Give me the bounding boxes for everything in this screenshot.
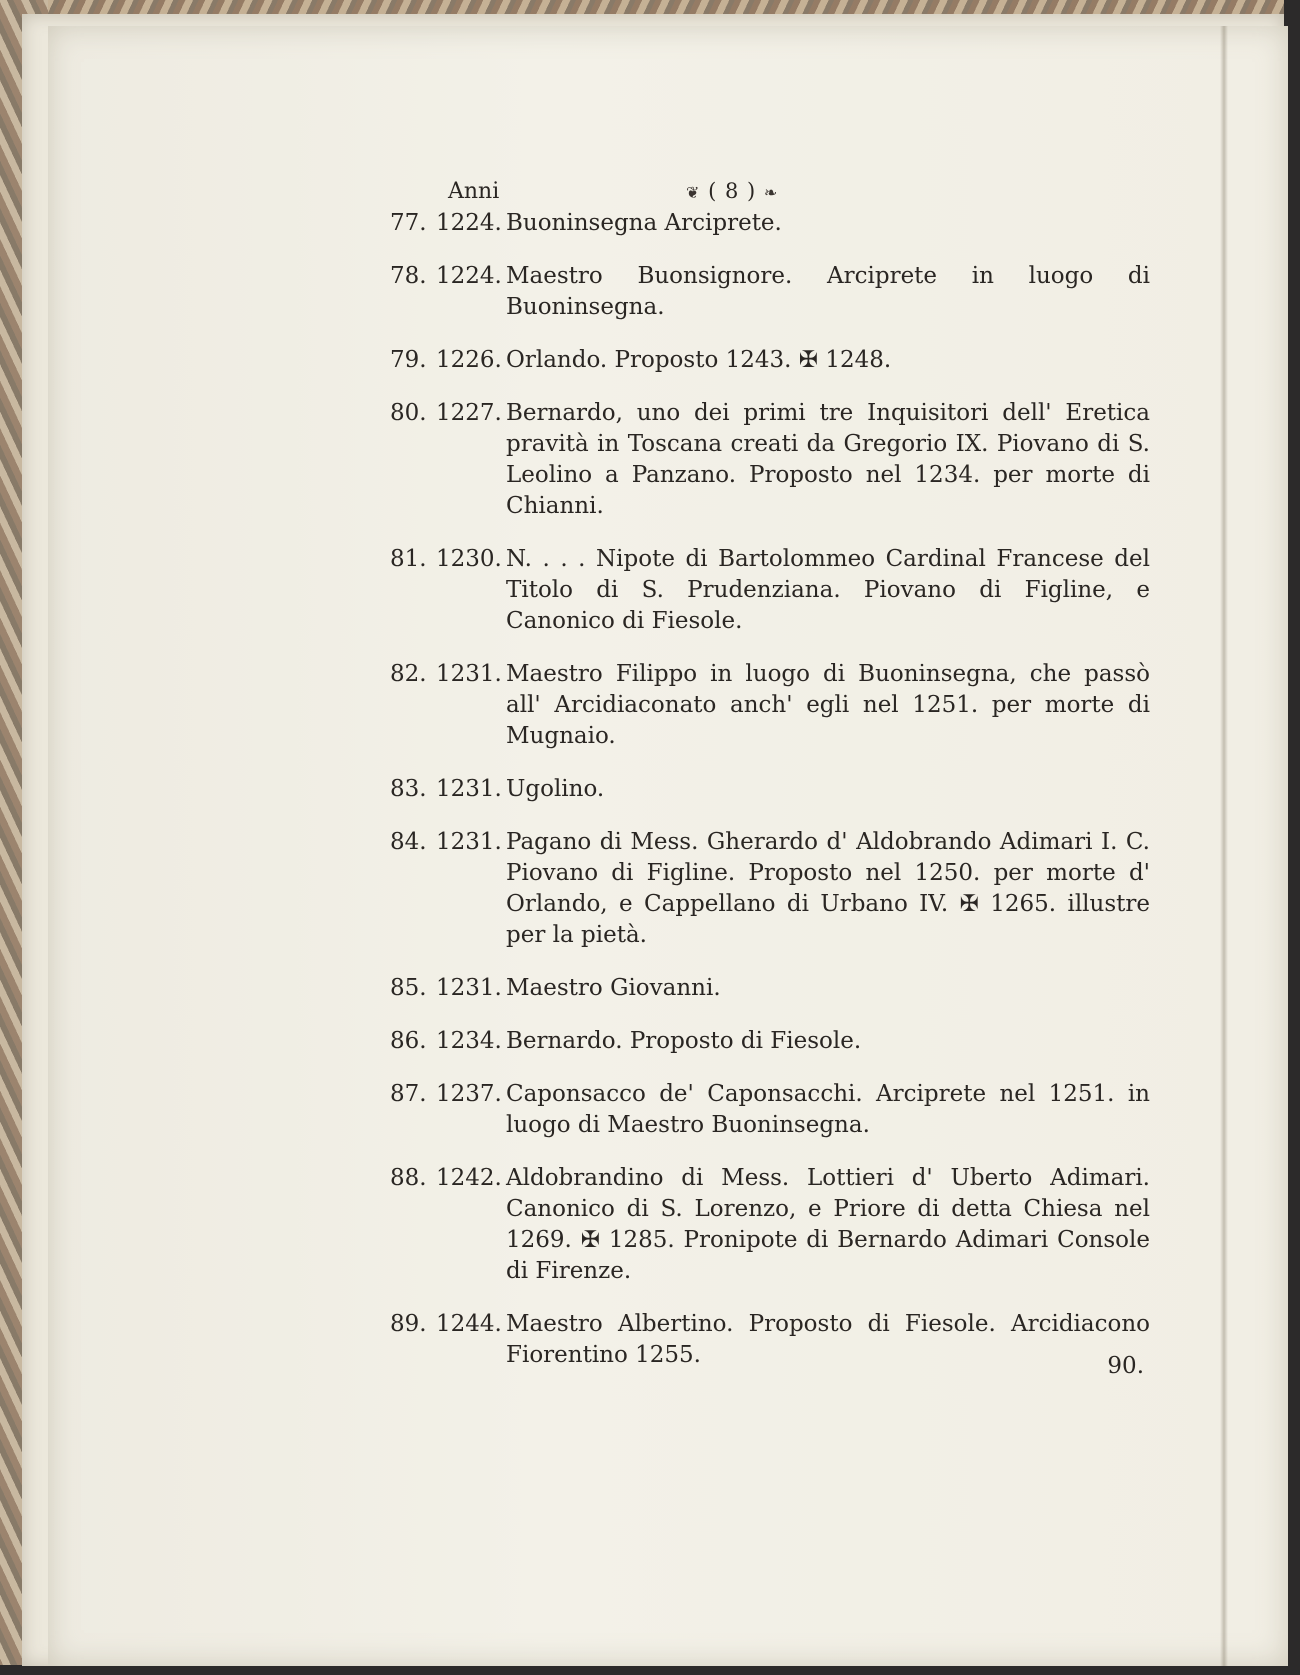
entry-number: 85. xyxy=(390,975,427,1001)
entry-year: 1242. xyxy=(436,1165,502,1191)
entry-year: 1237. xyxy=(436,1081,502,1107)
entry-year: 1231. xyxy=(436,975,502,1001)
entry-text: Pagano di Mess. Gherardo d' Aldobrando Adimari I. C. Piovano di Figline. Proposto nel 1250. per morte d' Orlando, e Cappellano di Urbano IV. ✠ 1265. illustre per la pietà. xyxy=(506,829,1150,948)
entry-text: Caponsacco de' Caponsacchi. Arciprete nel 1251. in luogo di Maestro Buoninsegna. xyxy=(506,1081,1150,1138)
entry-year: 1234. xyxy=(436,1028,502,1054)
entry-text: Maestro Albertino. Proposto di Fiesole. Arcidiacono Fiorentino 1255. xyxy=(506,1311,1150,1368)
entry-year: 1231. xyxy=(436,829,502,855)
entry-year: 1231. xyxy=(436,661,502,687)
entry-year: 1244. xyxy=(436,1311,502,1337)
entry-number: 89. xyxy=(390,1311,427,1337)
list-item xyxy=(390,774,1150,805)
page-fold-shadow xyxy=(1220,26,1228,1666)
list-item xyxy=(390,208,1150,239)
list-item xyxy=(390,1163,1150,1287)
page-number: ( 8 ) xyxy=(708,179,757,203)
page-number-ornament xyxy=(686,176,778,208)
entry-number: 88. xyxy=(390,1165,427,1191)
entry-text: Ugolino. xyxy=(506,776,605,802)
entry-text: Bernardo. Proposto di Fiesole. xyxy=(506,1028,862,1054)
entry-number: 83. xyxy=(390,776,427,802)
page-text-block xyxy=(390,176,1150,1382)
entry-text: Maestro Buonsignore. Arciprete in luogo di Buoninsegna. xyxy=(506,263,1150,320)
entry-number: 84. xyxy=(390,829,427,855)
catchword: 90. xyxy=(1107,1353,1144,1379)
entry-year: 1231. xyxy=(436,776,502,802)
entry-year: 1226. xyxy=(436,347,502,373)
entry-text: Maestro Giovanni. xyxy=(506,975,721,1001)
ornament-right-icon: ❧ xyxy=(763,183,779,202)
entry-number: 80. xyxy=(390,400,427,426)
entry-text: Orlando. Proposto 1243. ✠ 1248. xyxy=(506,347,892,373)
entry-text: Buoninsegna Arciprete. xyxy=(506,210,782,236)
entry-year: 1224. xyxy=(436,210,502,236)
column-heading-anni: Anni xyxy=(448,179,500,204)
entry-year: 1230. xyxy=(436,546,502,572)
list-item xyxy=(390,973,1150,1004)
list-item xyxy=(390,659,1150,752)
entry-year: 1227. xyxy=(436,400,502,426)
background-bottom-edge xyxy=(0,1665,1300,1675)
list-item xyxy=(390,827,1150,951)
entry-text: Aldobrandino di Mess. Lottieri d' Uberto Adimari. Canonico di S. Lorenzo, e Priore di detta Chiesa nel 1269. ✠ 1285. Pronipote di Bernardo Adimari Console di Firenze. xyxy=(506,1165,1150,1284)
entry-number: 79. xyxy=(390,347,427,373)
entry-text: Maestro Filippo in luogo di Buoninsegna, che passò all' Arcidiaconato anch' egli nel 1251. per morte di Mugnaio. xyxy=(506,661,1150,749)
entry-number: 78. xyxy=(390,263,427,289)
ornament-left-icon: ❦ xyxy=(686,183,701,202)
list-item xyxy=(390,1026,1150,1057)
entry-text: Bernardo, uno dei primi tre Inquisitori dell' Eretica pravità in Toscana creati da Gregorio IX. Piovano di S. Leolino a Panzano. Proposto nel 1234. per morte di Chianni. xyxy=(506,400,1150,519)
list-item xyxy=(390,345,1150,376)
entry-number: 86. xyxy=(390,1028,427,1054)
running-header xyxy=(390,176,1150,208)
entry-number: 87. xyxy=(390,1081,427,1107)
entry-number: 77. xyxy=(390,210,427,236)
entry-year: 1224. xyxy=(436,263,502,289)
entry-number: 82. xyxy=(390,661,427,687)
list-item xyxy=(390,544,1150,637)
list-item xyxy=(390,398,1150,522)
list-item xyxy=(390,261,1150,323)
entry-list xyxy=(390,208,1150,1371)
entry-text: N. . . . Nipote di Bartolommeo Cardinal Francese del Titolo di S. Prudenziana. Piovano di Figline, e Canonico di Fiesole. xyxy=(506,546,1150,634)
entry-number: 81. xyxy=(390,546,427,572)
list-item xyxy=(390,1079,1150,1141)
list-item xyxy=(390,1309,1150,1371)
